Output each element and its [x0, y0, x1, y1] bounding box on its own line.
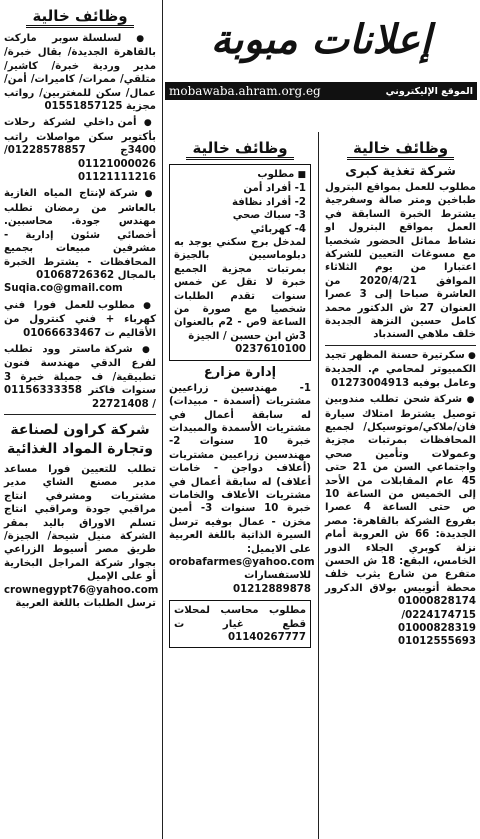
ad-secretary: ● سكرتيرة حسنة المظهر تجيد الكمبيوتر لمحامي م. الجديدة وعامل بوفيه 01273004913 [325, 349, 476, 389]
ad-building-phone: 0237610100 [235, 344, 306, 356]
ad-accountant-box [169, 600, 311, 648]
column-middle [165, 132, 315, 839]
ad-shipping-phones: 0224174715/ 01000828319 01012555693 [398, 609, 476, 648]
ad-building-item: 2- أفراد نظافة [231, 196, 306, 208]
divider [325, 345, 476, 346]
ad-building-title: ■ مطلوب [257, 169, 306, 180]
column-rule [318, 132, 319, 839]
ad-supermarket: ● لسلسلة سوبر ماركت بالقاهرة الجديدة/ بقال خبرة/ مدير وردية خبرة/ كاشير/ متلقي/ ممرات/ كاميرات/ أمن/ عمال/ سكن للمغتربين/ رواتب مجزية 01551857125 [4, 33, 156, 113]
ad-master-wood: ● شركة ماستر وود تطلب لفرع الدقي مهندسة فنون تطبيقية/ ف جميلة خبرة 3 سنوات فاكتر 01156333358 / 22721408 [4, 343, 156, 410]
ad-building-body: لمدخل برج سكني يوجد به دبلوماسيين بالجيزة بمرتبات مجزية الجميع خبرة لا تقل عن خمس سنوات تقدم الطلبات شخصيا مع صورة من الساعة 9ص - 2م بالعنوان 3ش ابن حسبن / الجيزة [174, 237, 306, 342]
ad-crown-foot: ترسل الطلبات باللغة العربية [15, 598, 156, 610]
ad-building-item: 3- سباك صحي [232, 210, 306, 222]
ad-building-item: 1- أفراد أمن [243, 183, 306, 195]
site-label: الموقع الإليكتروني [385, 85, 473, 97]
header [165, 4, 477, 124]
column-left [0, 0, 160, 839]
ad-electrician: ● مطلوب للعمل فورا فني كهرباء + فني كنترول من الأقاليم ت 01066633467 [4, 299, 156, 339]
ad-building-item: 4- كهربائي [250, 223, 306, 235]
ad-security: ● أمن داخلي لشركة رحلات بأكتوبر سكن مواصلات راتب 3400ج 01228578857/ 01121000026 01121111216 [4, 117, 156, 184]
ad-food-company: مطلوب للعمل بمواقع البترول طباخين ومتر صالة وسفرجية يشترط الخبرة السابقة في العمل بمواقع البترول او نشاط مماثل الحضور شخصيا مع مسوغات التعيين للشركة اعتبارا من يوم الثلاثاء الموافق 2020/4/21 من العاشرة صباحا إلى 3 عصرا العنوان 27 ش الدكتور محمد كامل حسين النزهة الجديدة خلف ملاهي السندباد [325, 182, 476, 341]
divider [4, 414, 156, 415]
left-heading: وظائف خالية [4, 6, 156, 28]
right-heading: وظائف خالية [325, 138, 476, 160]
ad-accountant: مطلوب محاسب لمحلات قطع غيار ت 01140267777 [174, 605, 306, 643]
ad-crown-title: شركة كراون لصناعة وتجارة المواد الغذائية [7, 421, 153, 457]
email-suqia: Suqia.co@gmail.com [4, 283, 123, 295]
column-right [321, 132, 480, 839]
site-bar [165, 82, 477, 100]
ad-farm-email: orobafarmes@yahoo.com [169, 556, 315, 568]
food-company-title: شركة تغذية كبرى [345, 164, 456, 179]
page-title: إعلانات مبوبة [210, 16, 432, 63]
middle-heading: وظائف خالية [169, 138, 311, 160]
ad-crown-body: تطلب للتعيين فورا مساعد مدير مصنع الشاي مدير مشتريات ومشرفي انتاج مراقبي جودة ومراقبي انتاج تسلم الاوراق باليد بمقر الشركة منيل شيحة/ الجيزة/ طريق مصر أسيوط الزراعي بجوار شركة المراجل البخارية أو على الإميل [4, 463, 156, 583]
ad-building-box [169, 164, 311, 361]
column-rule [162, 0, 163, 839]
ad-soft-drinks: ● شركة لإنتاج المياه الغازية بالعاشر من رمضان تطلب مهندس جودة. محاسبين. أخصائي شئون إدارية - مشرفين مبيعات بجميع المحافظات - يشترط الخبرة بالمجال 01068726362 [4, 188, 156, 281]
ad-farm-body: 1- مهندسين زراعيين مشتريات (أسمدة - مبيدات) له سابقة أعمال في مشتريات الأسمدة والمبيدات خبرة 10 سنوات 2- مهندسين زراعيين مشتريات (أعلاف دواجن - خامات أعلاف) له سابقة أعمال في مشتريات الأعلاف والخامات خبرة 10 سنوات 3- أمين مخزن - عمال بوفيه ترسل السيرة الذاتية باللغة العربية على الايميل: [169, 382, 311, 555]
ad-farm-phone: للاستفسارات 01212889878 [233, 570, 311, 595]
site-url: mobawaba.ahram.org.eg [169, 84, 321, 98]
farm-heading: إدارة مزارع [203, 364, 277, 380]
ad-shipping: ● شركة شحن تطلب مندوبين توصيل يشترط امتلاك سيارة فان/ملاكي/موتوسيكل/ لجميع المحافظات بمرتبات مجزية وعمولات وتأمين صحي واجتماعي السن من 21 حتى 45 عام المقابلات من الأحد إلى الخميس من الساعة 10 ص حتى الساعة 4 عصرا بفروع الشركة بالقاهرة: مصر الجديدة: 66 ش العروبة أمام نزلة كوبري الجلاء الدور الخامس، البقع: 18 ش الحسن متفرع من شارع يثرب خلف محطة أتوبيس بولاق الدكرور 01000828174 [325, 394, 477, 608]
ad-crown-email: crownegypt76@yahoo.com [4, 584, 159, 596]
